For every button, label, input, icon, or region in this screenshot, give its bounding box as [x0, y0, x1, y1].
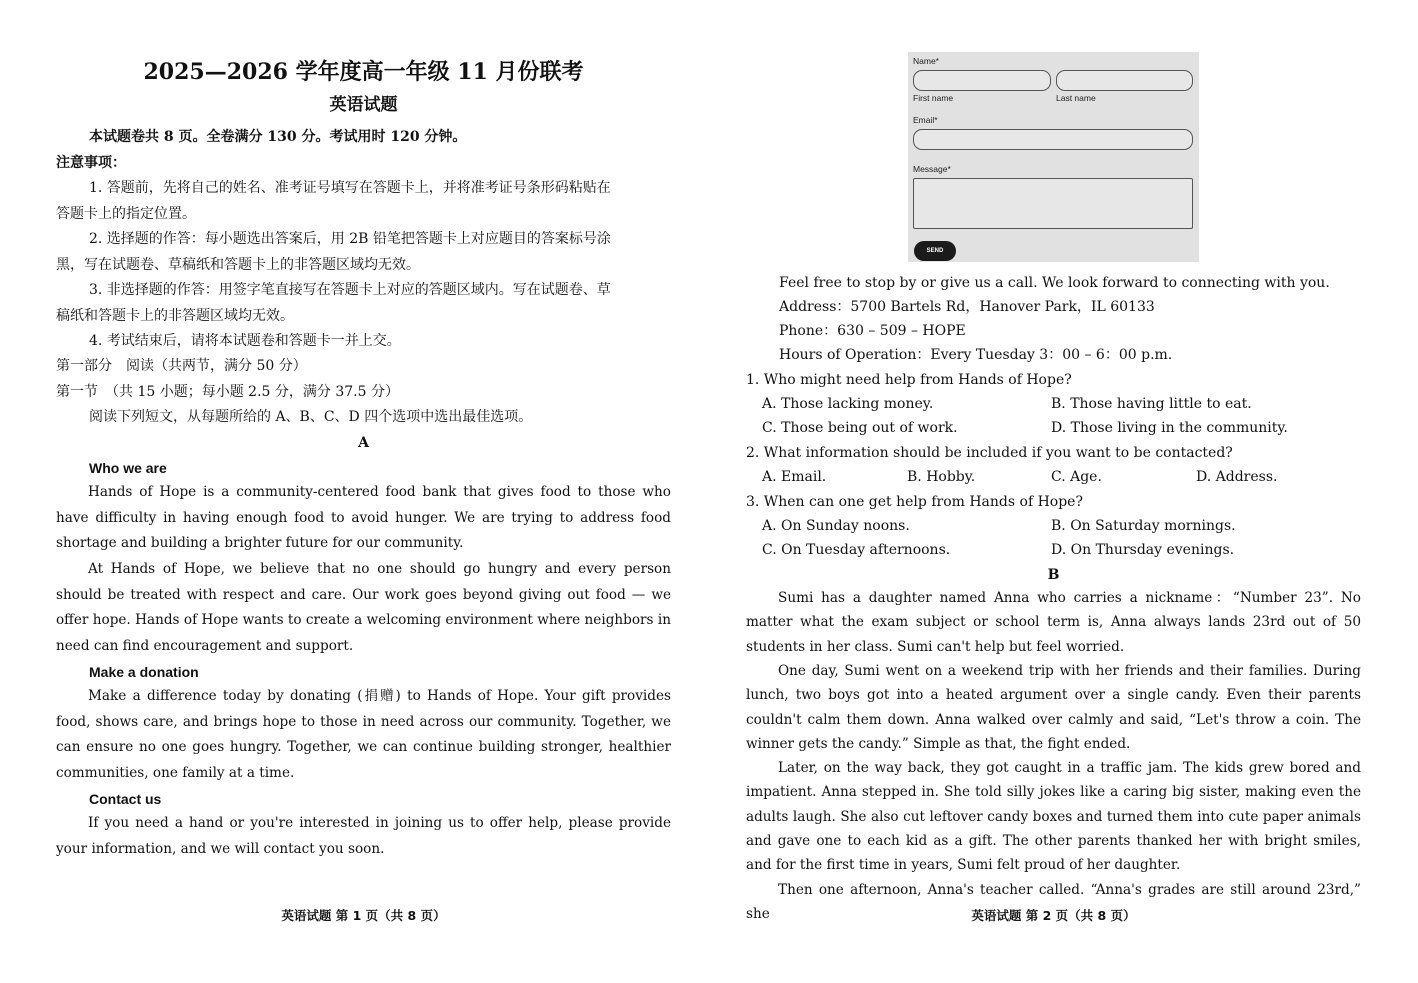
note-4: 4. 考试结束后，请将本试题卷和答题卡一并上交。 — [89, 333, 401, 349]
note-3-line-1: 3. 非选择题的作答：用签字笔直接写在答题卡上对应的答题区域内。写在试题卷、草 — [89, 282, 611, 298]
note-1-line-1: 1. 答题前，先将自己的姓名、准考证号填写在答题卡上，并将准考证号条形码粘贴在 — [89, 180, 611, 196]
form-name-label: Name* — [913, 56, 939, 66]
paragraph-who-we-are-2: At Hands of Hope, we believe that no one should go hungry and every person should be treated with respect and care. Our work goes beyond giving out food — we offer hope. Hands of Hope wants to create a welcoming environment where neighbors in need can find encouragement and support. — [56, 561, 671, 654]
heading-contact-us: Contact us — [89, 791, 162, 807]
part-1-heading: 第一部分 阅读（共两节，满分 50 分） — [56, 358, 307, 374]
question-3: 3. When can one get help from Hands of Hope? — [746, 494, 1083, 510]
q2-option-d: D. Address. — [1196, 469, 1278, 485]
passage-b-label: B — [1047, 567, 1060, 583]
note-2-line-1: 2. 选择题的作答：每小题选出答案后，用 2B 铅笔把答题卡上对应题目的答案标号涂 — [89, 231, 611, 247]
form-last-name-field — [1056, 70, 1193, 91]
q2-option-a: A. Email. — [762, 469, 827, 485]
heading-make-a-donation: Make a donation — [89, 664, 199, 680]
exam-title: 2025—2026 学年度高一年级 11 月份联考 — [143, 59, 584, 85]
question-1: 1. Who might need help from Hands of Hope? — [746, 372, 1072, 388]
form-message-field — [913, 178, 1193, 229]
contact-invitation: Feel free to stop by or give us a call. We look forward to connecting with you. — [779, 275, 1330, 291]
note-1-line-2: 答题卡上的指定位置。 — [56, 206, 196, 222]
contact-form-image — [908, 52, 1199, 262]
q1-option-b: B. Those having little to eat. — [1051, 396, 1252, 412]
exam-subtitle: 英语试题 — [329, 95, 398, 115]
form-last-name-label: Last name — [1056, 93, 1096, 103]
contact-address: Address：5700 Bartels Rd，Hanover Park，IL 60133 — [779, 299, 1155, 315]
contact-phone: Phone：630 – 509 – HOPE — [779, 323, 966, 339]
q2-option-c: C. Age. — [1051, 469, 1102, 485]
paragraph-who-we-are-1: Hands of Hope is a community-centered food bank that gives food to those who have difficulty in having enough food to avoid hunger. We are trying to address food shortage and building a brighter future for our community. — [56, 484, 671, 551]
passage-a-label: A — [358, 435, 369, 451]
contact-hours: Hours of Operation：Every Tuesday 3：00 – 6：00 p.m. — [779, 347, 1173, 363]
note-2-line-2: 黑，写在试题卷、草稿纸和答题卡上的非答题区域均无效。 — [56, 257, 420, 273]
paragraph-donation: Make a difference today by donating (捐赠) to Hands of Hope. Your gift provides food, shows care, and brings hope to those in need across our community. Together, we can ensure no one goes hungry. Together, we can continue building stronger, healthier communities, one family at a time. — [56, 688, 671, 781]
form-first-name-label: First name — [913, 93, 954, 103]
page-1-footer: 英语试题 第 1 页（共 8 页） — [281, 908, 446, 923]
form-message-label: Message* — [913, 164, 951, 174]
notes-label: 注意事项： — [56, 155, 126, 171]
reading-instruction: 阅读下列短文，从每题所给的 A、B、C、D 四个选项中选出最佳选项。 — [89, 409, 533, 425]
note-3-line-2: 稿纸和答题卡上的非答题区域均无效。 — [56, 308, 294, 324]
page-2-footer: 英语试题 第 2 页（共 8 页） — [971, 908, 1136, 923]
q3-option-b: B. On Saturday mornings. — [1051, 518, 1236, 534]
form-email-label: Email* — [913, 115, 938, 125]
form-email-field — [913, 129, 1193, 150]
passage-b-paragraph-1: Sumi has a daughter named Anna who carries a nickname：“Number 23”. No matter what the exam subject or school term is, Anna always lands 23rd out of 50 students in her class. Sumi can't help but feel worried. — [746, 590, 1361, 655]
form-send-button: SEND — [914, 241, 956, 261]
passage-b-paragraph-4: Then one afternoon, Anna's teacher called. “Anna's grades are still around 23rd,” she — [746, 882, 1361, 923]
q3-option-c: C. On Tuesday afternoons. — [762, 542, 951, 558]
q1-option-a: A. Those lacking money. — [762, 396, 934, 412]
q1-option-c: C. Those being out of work. — [762, 420, 958, 436]
question-2: 2. What information should be included if you want to be contacted? — [746, 445, 1233, 461]
q1-option-d: D. Those living in the community. — [1051, 420, 1288, 436]
exam-intro: 本试题卷共 8 页。全卷满分 130 分。考试用时 120 分钟。 — [89, 129, 467, 145]
heading-who-we-are: Who we are — [89, 460, 167, 476]
paragraph-contact: If you need a hand or you're interested in joining us to offer help, please provide your information, and we will contact you soon. — [56, 815, 671, 857]
q3-option-d: D. On Thursday evenings. — [1051, 542, 1235, 558]
section-1-heading: 第一节 （共 15 小题；每小题 2.5 分，满分 37.5 分） — [56, 384, 399, 400]
q3-option-a: A. On Sunday noons. — [762, 518, 910, 534]
passage-b-paragraph-2: One day, Sumi went on a weekend trip with her friends and their families. During lunch, two boys got into a heated argument over a single candy. Even their parents couldn't calm them down. Anna walked over calmly and said, “Let's throw a coin. The winner gets the candy.” Simple as that, the fight ended. — [746, 663, 1361, 752]
form-first-name-field — [913, 70, 1051, 91]
q2-option-b: B. Hobby. — [907, 469, 976, 485]
passage-b-paragraph-3: Later, on the way back, they got caught in a traffic jam. The kids grew bored and impatient. Anna stepped in. She told silly jokes like a caring big sister, making even the adults laugh. She also cut leftover candy boxes and turned them into cute paper animals and gave one to each kid as a gift. The other parents thanked her with bright smiles, and for the first time in years, Sumi felt proud of her daughter. — [746, 760, 1361, 874]
